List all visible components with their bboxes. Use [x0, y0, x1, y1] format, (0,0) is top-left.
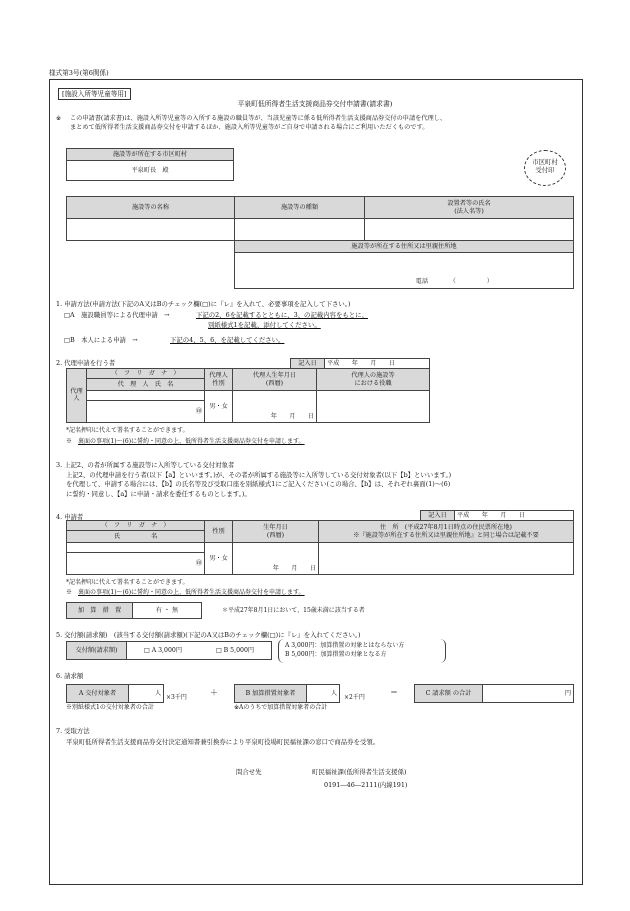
s4-note-2-mark: ※	[66, 589, 73, 596]
s4-birth-l2: (西暦)	[266, 531, 285, 539]
s4-kasan-table	[66, 602, 202, 619]
s5-option-a[interactable]: □ A 3,000円	[127, 642, 199, 660]
form-tag: [施設入所等児童等用]	[58, 88, 131, 100]
s2-birth-l2: (西暦)	[265, 379, 284, 387]
s2-furigana-input[interactable]	[87, 391, 205, 401]
s4-birth-input[interactable]: 年 月 日	[233, 543, 319, 575]
s6-a-mult: ×3千円	[166, 694, 187, 701]
s4-date-label: 記入日	[421, 511, 455, 521]
s6-b-input[interactable]: 人	[307, 685, 340, 703]
s4-furigana-input[interactable]	[67, 543, 205, 553]
s4-date-value[interactable]: 平成 年 月 日	[455, 511, 574, 521]
s2-name-input[interactable]	[87, 401, 205, 423]
contact-label: 問合せ先	[236, 768, 262, 776]
s5-note-1: A 3,000円：加算措置の対象とはならない方	[285, 642, 405, 649]
s2-title: 2. 代理申請を行う者	[56, 359, 116, 367]
s4-title: 4. 申請者	[56, 513, 84, 521]
s6-a-label: A 交付対象者	[67, 685, 129, 703]
facility-address-table	[234, 240, 574, 289]
s1-a-text-2: 別紙様式1を記載、添付してください。	[208, 321, 321, 329]
facility-name-header: 施設等の名称	[67, 197, 235, 219]
reception-stamp	[524, 150, 566, 186]
s2-note-2-mark: ※	[66, 438, 73, 445]
s2-role-header	[317, 369, 430, 391]
s4-note-2	[66, 589, 305, 597]
contact-tel: 0191―46―2111(内線191)	[324, 781, 408, 789]
s2-date-label: 記入日	[291, 359, 325, 369]
owner-header-l1: 設置者等の氏名	[447, 199, 491, 207]
addressee-header: 施設等が所在する市区町村	[67, 149, 234, 161]
s6-a-box	[66, 684, 164, 703]
s1-b-text: 下記の4、5、6、を記載してください。	[170, 336, 285, 344]
form-title: 平泉町低所得者生活支援商品券交付申請書(請求書)	[237, 100, 393, 108]
s1-title: 1. 申請方法(申請方法(下記のA又はBのチェック欄(□)に『レ』を入れて、必要事項を記入して下さい。)	[56, 300, 351, 308]
s7-text: 平泉町低所得者生活支援商品券交付決定通知書兼引換券により平泉町役場町民福祉課の窓口で商品券を受領。	[66, 738, 380, 746]
facility-type-input[interactable]	[235, 219, 365, 241]
s2-role-input[interactable]	[317, 391, 430, 423]
intro-note	[56, 115, 576, 133]
s3-body	[66, 471, 578, 499]
s6-plus: ＋	[210, 688, 218, 697]
s2-gender-header	[205, 369, 233, 391]
s1-option-b[interactable]: □B 本人による申請 →	[64, 336, 138, 344]
s4-birth-header	[233, 521, 319, 543]
s4-name-input[interactable]	[67, 553, 205, 575]
s4-applicant-table	[66, 520, 574, 575]
s1-a-text-1: 下記の2、6を記載するとともに、3、の記載内容をもとに、	[196, 311, 368, 319]
s4-kasan-value[interactable]: 有 ・ 無	[133, 603, 202, 619]
s4-note-2-text: 裏面の事項(1)～(6)に誓約・同意の上、低所得者生活支援商品券交付を申請します。	[78, 589, 305, 596]
stamp-line-1: 市区町村	[532, 158, 558, 166]
s2-gender-l1: 代理人	[209, 371, 228, 379]
s2-birth-input[interactable]: 年 月 日	[233, 391, 317, 423]
s2-agent-table	[66, 368, 430, 423]
s2-birth-l1: 代理人生年月日	[252, 371, 297, 379]
s6-a-input[interactable]: 人	[129, 685, 164, 703]
s6-b-mult: ×2千円	[344, 694, 365, 701]
s5-note-2: B 5,000円：加算措置の対象となる方	[285, 651, 387, 658]
s5-notes	[278, 639, 446, 663]
addressee-table	[66, 148, 234, 181]
s4-note-1: *記名押印に代えて署名することができます。	[66, 579, 189, 586]
s4-name-header: 氏 名	[67, 531, 205, 543]
s6-b-box	[234, 684, 340, 703]
s6-c-label: C 請求額 の合計	[415, 685, 483, 703]
s2-birth-header	[233, 369, 317, 391]
s2-role-l2: における役職	[354, 379, 392, 387]
s4-furigana-header: （ フ リ ガ ナ ）	[67, 521, 205, 531]
s2-furigana-header: （ フ リ ガ ナ ）	[87, 369, 205, 379]
seal-icon: ㊞	[195, 407, 202, 415]
s5-option-b[interactable]: □ B 5,000円	[199, 642, 272, 660]
facility-owner-input[interactable]	[365, 219, 574, 241]
s2-note-1: *記名押印に代えて署名することができます。	[66, 427, 189, 434]
note-mark: ※	[56, 115, 62, 122]
s6-c-input[interactable]: 円	[483, 685, 574, 703]
owner-header-l2: (法人名等)	[454, 207, 484, 215]
s4-addr-l1: 住 所 (平成27年8月1日時点の住民票所在地)	[380, 523, 512, 531]
s5-amount-table	[66, 641, 272, 660]
s2-note-2-text: 裏面の事項(1)～(6)に誓約・同意の上、低所得者生活支援商品券交付を申請します。	[78, 438, 305, 445]
facility-type-header: 施設等の種類	[235, 197, 365, 219]
s2-role-l1: 代理人の施設等	[351, 371, 395, 379]
stamp-line-2: 受付印	[535, 165, 555, 174]
facility-phone[interactable]: 電話 （ ）	[235, 253, 574, 289]
s3-title: 3. 上記2、の者が所属する施設等に入所等している交付対象者	[56, 461, 235, 469]
s2-note-2	[66, 438, 305, 446]
s3-line-1: 上記2、の代理申請を行う者(以下【a】といいます。)が、その者が所属する施設等に入所等している交付対象者(以下【b】といいます。)	[66, 471, 452, 479]
s6-c-box	[414, 684, 574, 703]
contact-dept: 町民福祉課(低所得者生活支援係)	[312, 768, 407, 776]
facility-table	[66, 196, 574, 241]
s4-address-input[interactable]	[319, 543, 574, 575]
s3-line-2: を代理して、申請する場合には、【b】の氏名等及び受取口座を別紙様式1にご記入ください(この場合、【b】は、それぞれ裏面(1)～(6)	[66, 480, 451, 489]
s2-date-value[interactable]: 平成 年 月 日	[325, 359, 430, 369]
s2-name-header: 代 理 人 氏 名	[87, 379, 205, 391]
addressee-value[interactable]: 平泉町長 殿	[67, 161, 234, 181]
s6-title: 6. 請求額	[56, 672, 84, 680]
s3-line-3: に誓約・同意し、【a】に申請・請求を委任するものとします。)。	[66, 489, 251, 498]
facility-address-header: 施設等が所在する住所又は里親住所地	[235, 241, 574, 253]
s5-label: 交付額(請求額)	[67, 642, 127, 660]
s5-title: 5. 交付額(請求額) (該当する交付額(請求額)(下記のA又はBのチェック欄(□)に『レ』を入れてください。)	[56, 631, 361, 639]
s1-option-a[interactable]: □A 施設職員等による代理申請 →	[64, 311, 170, 319]
form-number: 様式第3号(第6関係)	[49, 69, 109, 77]
s6-a-note: ※別紙様式1の交付対象者の合計	[66, 704, 154, 711]
s7-title: 7. 受取方法	[56, 727, 90, 735]
s4-gender-header: 性別	[205, 521, 233, 543]
seal-icon: ㊞	[195, 559, 202, 567]
s4-address-header	[319, 521, 574, 543]
s6-b-label: B 加算措置対象者	[235, 685, 307, 703]
s6-equals: ＝	[390, 688, 398, 697]
s2-agent-side: 代理人	[67, 369, 87, 423]
s4-kasan-label: 加 算 措 置	[67, 603, 133, 619]
s4-kasan-note: ＊平成27年8月1日において、15歳未満に該当する者	[222, 607, 365, 614]
s6-b-note: ※Aのうちで加算措置対象者の合計	[234, 704, 328, 711]
note-line-1: この申請書(請求書)は、施設入所等児童等の入所する施設の職員等が、当該児童等に係る低所得者生活支援商品券交付の申請を代理し、	[70, 115, 447, 122]
note-line-2: まとめて低所得者生活支援商品券交付を申請するほか、施設入所等児童等がご自身で申請される場合にご利用いただくものです。	[70, 123, 429, 131]
s2-gender-value[interactable]: 男・女	[205, 391, 233, 423]
s4-birth-l1: 生年月日	[263, 523, 288, 531]
s2-gender-l2: 性別	[212, 379, 225, 387]
facility-owner-header	[365, 197, 574, 219]
facility-name-input[interactable]	[67, 219, 235, 241]
s4-addr-l2: ※『施設等が所在する住所又は里親住所地』と同じ場合は記載不要	[353, 531, 539, 539]
s4-gender-value[interactable]: 男・女	[205, 543, 233, 575]
